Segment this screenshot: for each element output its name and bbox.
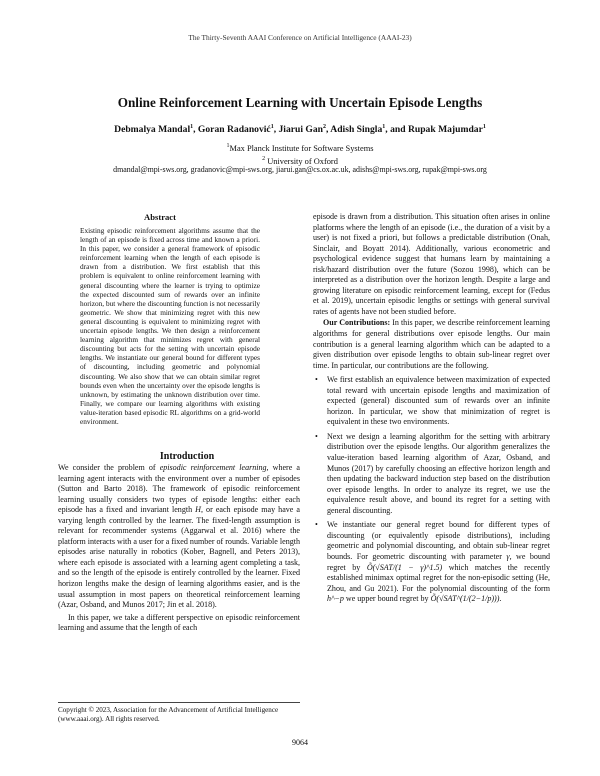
contributions-paragraph: Our Contributions: In this paper, we describe reinforcement learning algorithms for general distributions over episode lengths. Our main contribution is a general learning algorithm which can be adapted to a given distribution over episode lengths to obtain sub-linear regret over time. In particular, our contributions are the following. [313,318,550,370]
abstract-heading: Abstract [144,212,176,222]
bullet-icon: • [315,375,318,385]
abstract-body: Existing episodic reinforcement algorithms assume that the length of an episode is fixed across time and known a priori. In this paper, we consider a general framework of episodic reinforcement learning when the length of each episode is drawn from a distribution. We first establish that this problem is equivalent to online reinforcement learning with general discounting where the learner is trying to optimize the expected discounted sum of rewards over an infinite horizon, but where the discounting function is not necessarily geometric. We show that minimizing regret with this new general discounting is equivalent to minimizing regret with uncertain episode lengths. We then design a reinforcement learning algorithm that minimizes regret with general discounting but acts for the setting with uncertain episode lengths. We instantiate our general bound for different types of discounting, including geometric and polynomial discounting. We also show that we can obtain similar regret bounds even when the uncertainty over the episode lengths is unknown, by estimating the unknown distribution over time. Finally, we compare our learning algorithms with existing value-iteration based episodic RL algorithms on a grid-world environment. [80,226,260,426]
list-item: • We instantiate our general regret bound for different types of discounting (or equivalently episode distributions), including geometric and polynomial discounting, and obtain sub-linear regret bounds. For geometric discounting with parameter γ, we bound regret by Õ(√SAT/(1 − γ)^1.5) which matches the recently established minimax optimal regret for the non-episodic setting (He, Zhou, and Gu 2021). For the polynomial discounting of the form h^−p we upper bound regret by Õ(√SAT^(1/(2−1/p))). [315,520,550,604]
author-list: Debmalya Mandal$^1$, Goran Radanović$^1$, Jiarui Gan$^2$, Adish Singla$^1$, and Rupak Majumdar$^1$ [114,124,486,136]
affiliation-marker: 1 [382,124,386,130]
paragraph: In this paper, we take a different perspective on episodic reinforcement learning and assume that the length of each [58,612,300,633]
author-name: Goran Radanović [197,124,271,136]
list-item: • We first establish an equivalence between maximization of expected total reward with uncertain episode lengths and maximization of expected (general) discounted sum of rewards over an infinite horizon. In particular, we show that minimization of regret is equivalent in these two environments. [315,375,550,427]
affiliation-marker: 1 [270,124,274,130]
bullet-icon: • [315,431,318,441]
copyright-notice: Copyright © 2023, Association for the Advancement of Artificial Intelligence (www.aaai.org). All rights reserved. [58,702,300,724]
paragraph: We consider the problem of episodic reinforcement learning, where a learning agent interacts with the environment over a number of episodes (Sutton and Barto 2018). The framework of episodic reinforcement learning usually considers two types of episode lengths: either each episode has a fixed and invariant length H, or each episode may have a varying length controlled by the learner. The fixed-length assumption is relevant for recommender systems (Aggarwal et al. 2016) where the platform interacts with a user for a fixed number of rounds. Variable length episodes arise naturally in robotics (Kober, Bagnell, and Peters 2013), where each episode is associated with a learning agent completing a task, and so the length of the episode is entirely controlled by the learner. Fixed horizon lengths make the design of learning algorithms easier, and is the usual assumption in most papers on theoretical reinforcement learning (Azar, Osband, and Munos 2017; Jin et al. 2018). [58,463,300,610]
affiliation-marker: 2 [323,124,326,130]
list-item: • Next we design a learning algorithm for the setting with arbitrary distribution over the episode lengths. Our algorithm generalizes the value-iteration based learning algorithm of Azar, Osband, and Munos (2017) by carefully choosing an effective horizon length and then updating the backward induction step based on the distribution over episode lengths. In order to analyze its regret, we use the equivalence result above, and bound its regret for a setting with general discounting. [315,431,550,515]
paragraph: episode is drawn from a distribution. This situation often arises in online platforms where the length of an episode (i.e., the duration of a visit by a user) is not fixed a priori, but follows a predictable distribution (Onah, Sinclair, and Boyatt 2014). Additionally, various econometric and psychological evidence suggest that humans learn by maintaining a risk/hazard distribution over the future (Sozou 1998), which can be interpreted as a distribution over the horizon length. Despite a large and growing literature on episodic reinforcement learning, except for (Fedus et al. 2019), uncertain episodic lengths or settings with general survival rates of agents have not been studied before. [313,212,550,316]
affiliations [0,141,600,168]
affiliation-line: $^1$Max Planck Institute for Software Systems [226,143,374,153]
affiliation-marker: 1 [190,124,194,130]
contributions-list [313,375,550,604]
author-name: Debmalya Mandal [114,124,191,136]
author-emails: dmandal@mpi-sws.org, gradanovic@mpi-sws.org, jiarui.gan@cs.ox.ac.uk, adishs@mpi-sws.org, rupak@mpi-sws.org [113,165,487,174]
author-name: Adish Singla [330,124,383,136]
author-name: and Rupak Majumdar [390,124,483,136]
conference-header: The Thirty-Seventh AAAI Conference on Artificial Intelligence (AAAI-23) [188,33,412,42]
bullet-icon: • [315,520,318,530]
page-number: 9064 [292,738,308,747]
author-name: Jiarui Gan [278,124,323,136]
introduction-heading: Introduction [159,451,215,462]
introduction-body [58,463,300,634]
paper-title: Online Reinforcement Learning with Uncertain Episode Lengths [117,95,483,110]
right-column [313,212,550,609]
affiliation-line: $^2$ University of Oxford [262,156,338,167]
affiliation-marker: 1 [482,124,486,130]
